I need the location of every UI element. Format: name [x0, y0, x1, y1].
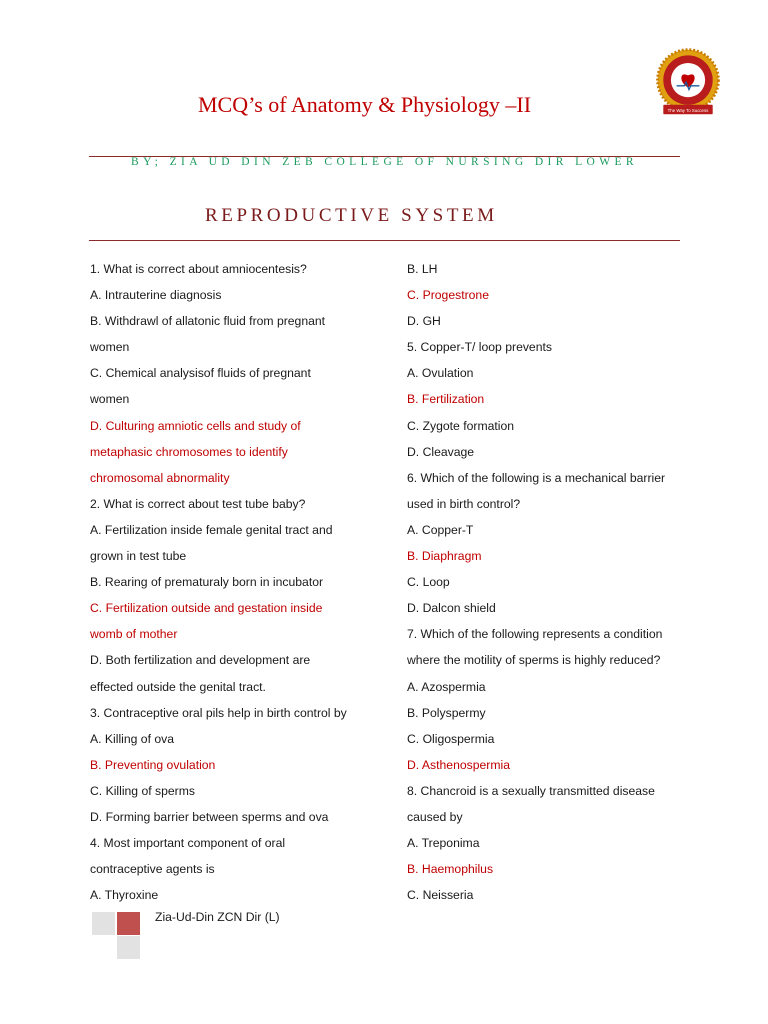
footer-square-red: [117, 912, 140, 935]
right-column: [407, 256, 697, 908]
question-4-cont: contraceptive agents is: [90, 862, 215, 877]
q2-option-d-cont: effected outside the genital tract.: [90, 679, 266, 694]
question-8-cont: caused by: [407, 809, 463, 824]
q2-correct-answer: C. Fertilization outside and gestation inside: [90, 601, 323, 616]
question-7: 7. Which of the following represents a condition: [407, 627, 663, 642]
q6-option-c: C. Loop: [407, 575, 450, 590]
q4-correct-answer: C. Progestrone: [407, 288, 489, 303]
q2-option-a: A. Fertilization inside female genital tract and: [90, 522, 333, 537]
q5-option-d: D. Cleavage: [407, 444, 475, 459]
question-3: 3. Contraceptive oral pils help in birth control by: [90, 705, 347, 720]
q1-correct-answer: D. Culturing amniotic cells and study of: [90, 418, 301, 433]
question-1: 1. What is correct about amniocentesis?: [90, 262, 307, 276]
q6-correct-answer: B. Diaphragm: [407, 549, 482, 564]
logo-motto: The Way To Success: [667, 107, 709, 113]
footer-square-gray: [92, 912, 115, 935]
q4-option-a: A. Thyroxine: [90, 888, 159, 903]
q4-option-b: B. LH: [407, 262, 438, 276]
q7-option-b: B. Polyspermy: [407, 705, 486, 720]
q1-correct-answer-cont: chromosomal abnormality: [90, 470, 230, 485]
q1-option-c: C. Chemical analysisof fluids of pregnant: [90, 366, 311, 381]
q7-option-c: C. Oligospermia: [407, 731, 495, 746]
page-title: MCQ’s of Anatomy & Physiology –II: [198, 92, 532, 117]
q1-option-b-cont: women: [90, 340, 130, 355]
question-5: 5. Copper-T/ loop prevents: [407, 340, 552, 355]
q8-correct-answer: B. Haemophilus: [407, 862, 494, 877]
q7-correct-answer: D. Asthenospermia: [407, 757, 510, 772]
question-2: 2. What is correct about test tube baby?: [90, 496, 306, 511]
q3-option-d: D. Forming barrier between sperms and ova: [90, 809, 329, 824]
q5-option-a: A. Ovulation: [407, 366, 474, 381]
college-logo: [650, 44, 726, 120]
section-rule: [89, 240, 680, 241]
q7-option-a: A. Azospermia: [407, 679, 486, 694]
question-7-cont: where the motility of sperms is highly reduced?: [407, 653, 661, 668]
q2-option-d: D. Both fertilization and development are: [90, 653, 311, 668]
q1-option-c-cont: women: [90, 392, 130, 407]
q4-option-d: D. GH: [407, 314, 441, 329]
q8-option-a: A. Treponima: [407, 836, 480, 851]
q6-option-d: D. Dalcon shield: [407, 601, 496, 616]
q2-option-a-cont: grown in test tube: [90, 549, 187, 564]
q3-correct-answer: B. Preventing ovulation: [90, 757, 216, 772]
byline: BY; ZIA UD DIN ZEB COLLEGE OF NURSING DIR LOWER: [131, 156, 638, 168]
q2-option-b: B. Rearing of prematuraly born in incubator: [90, 575, 324, 590]
footer-text: Zia-Ud-Din ZCN Dir (L): [155, 910, 280, 924]
question-4: 4. Most important component of oral: [90, 836, 286, 851]
q3-option-c: C. Killing of sperms: [90, 783, 195, 798]
q5-correct-answer: B. Fertilization: [407, 392, 485, 407]
section-title: REPRODUCTIVE SYSTEM: [205, 205, 498, 226]
q8-option-c: C. Neisseria: [407, 888, 474, 903]
q1-correct-answer-cont: metaphasic chromosomes to identify: [90, 444, 288, 459]
q3-option-a: A. Killing of ova: [90, 731, 175, 746]
q1-option-b: B. Withdrawl of allatonic fluid from pregnant: [90, 314, 326, 329]
footer-square-gray: [117, 936, 140, 959]
question-8: 8. Chancroid is a sexually transmitted disease: [407, 783, 655, 798]
question-6-cont: used in birth control?: [407, 496, 521, 511]
question-6: 6. Which of the following is a mechanical barrier: [407, 470, 666, 485]
q5-option-c: C. Zygote formation: [407, 418, 515, 433]
q2-correct-answer-cont: womb of mother: [90, 627, 178, 642]
q6-option-a: A. Copper-T: [407, 522, 474, 537]
left-column: [90, 256, 380, 908]
q1-option-a: A. Intrauterine diagnosis: [90, 288, 222, 303]
